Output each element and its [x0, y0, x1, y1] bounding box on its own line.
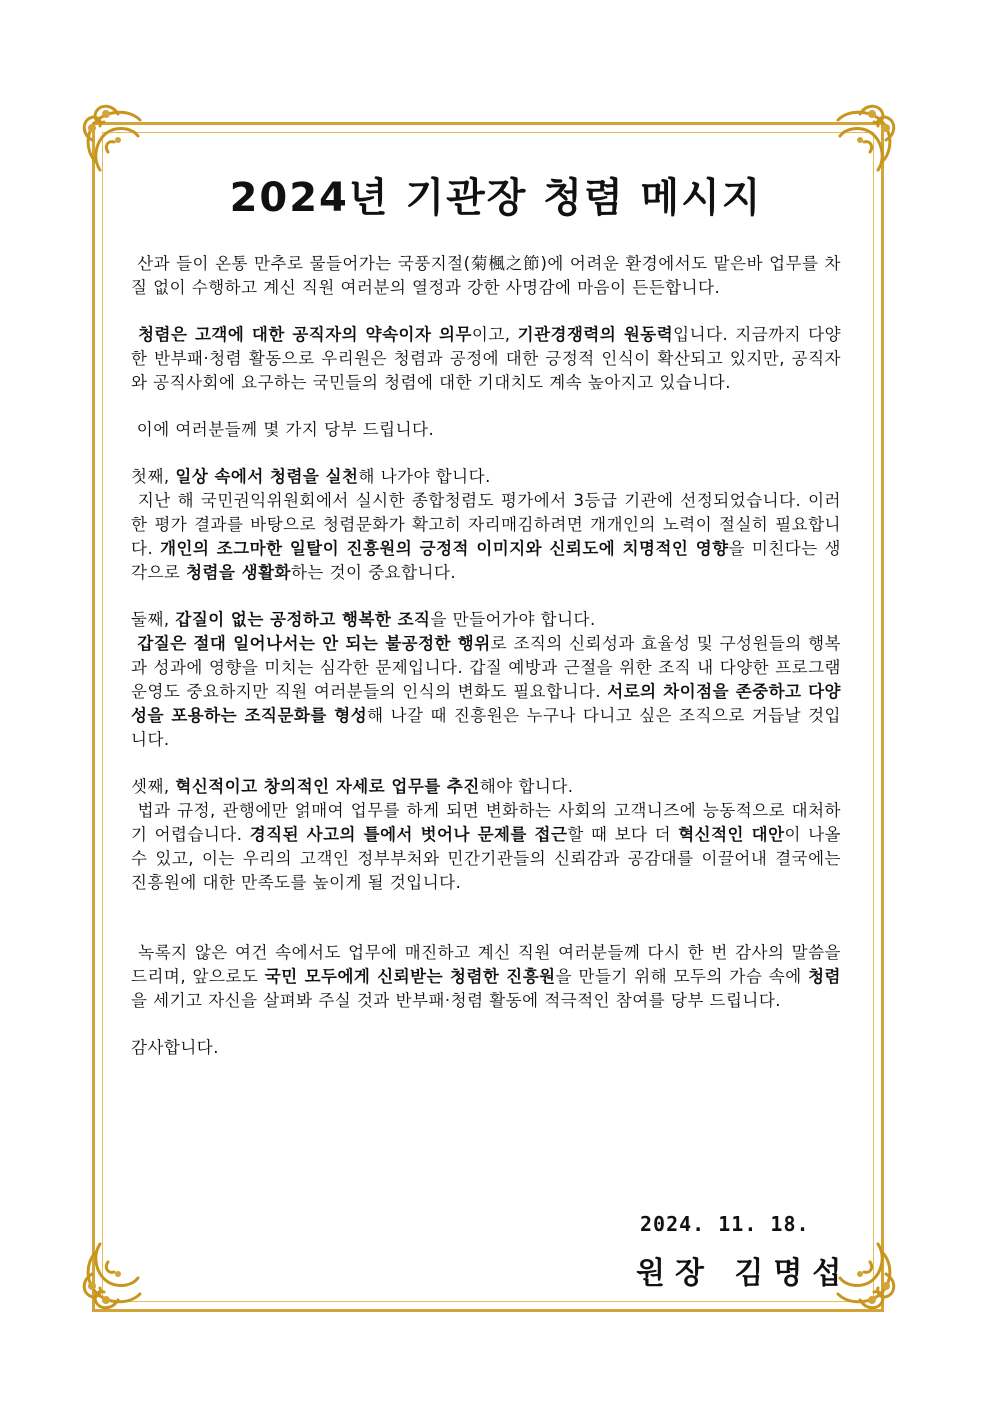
- first-heading: 첫째, 일상 속에서 청렴을 실천해 나가야 합니다.: [131, 467, 491, 486]
- integrity-paragraph: 청렴은 고객에 대한 공직자의 약속이자 의무이고, 기관경쟁력의 원동력입니다. 지금까지 다양한 반부패·청렴 활동으로 우리원은 청렴과 공정에 대한 긍정적 인식이 확산되고 있지만, 공직자와 공직사회에 요구하는 국민들의 청렴에 대한 기대치도 계속 높아지고 있습니다.: [131, 325, 842, 392]
- message-body: [131, 252, 841, 1060]
- third-paragraph: 법과 규정, 관행에만 얽매여 업무를 하게 되면 변화하는 사회의 고객니즈에 능동적으로 대처하기 어렵습니다. 경직된 사고의 틀에서 벗어나 문제를 접근할 때 보다 더 혁신적인 대안이 나올 수 있고, 이는 우리의 고객인 정부부처와 민간기관들의 신뢰감과 공감대를 이끌어내 결국에는 진흥원에 대한 만족도를 높이게 될 것입니다.: [131, 801, 842, 892]
- first-paragraph: 지난 해 국민권익위원회에서 실시한 종합청렴도 평가에서 3등급 기관에 선정되었습니다. 이러한 평가 결과를 바탕으로 청렴문화가 확고히 자리매김하려면 개개인의 노력이 절실히 필요합니다. 개인의 조그마한 일탈이 진흥원의 긍정적 이미지와 신뢰도에 치명적인 영향을 미친다는 생각으로 청렴을 생활화하는 것이 중요합니다.: [131, 491, 841, 582]
- thanks-line: 감사합니다.: [131, 1038, 219, 1057]
- third-heading: 셋째, 혁신적이고 창의적인 자세로 업무를 추진해야 합니다.: [131, 777, 574, 796]
- document-date: 2024. 11. 18.: [640, 1212, 810, 1236]
- closing-paragraph: 녹록지 않은 여건 속에서도 업무에 매진하고 계신 직원 여러분들께 다시 한 번 감사의 말씀을 드리며, 앞으로도 국민 모두에게 신뢰받는 청렴한 진흥원을 만들기 위해 모두의 가슴 속에 청렴을 세기고 자신을 살펴봐 주실 것과 반부패·청렴 활동에 적극적인 참여를 당부 드립니다.: [131, 943, 841, 1010]
- corner-ornament-icon: [78, 1236, 156, 1314]
- intro-paragraph: 산과 들이 온통 만추로 물들어가는 국풍지절(菊楓之節)에 어려운 환경에서도 맡은바 업무를 차질 없이 수행하고 계신 직원 여러분의 열정과 강한 사명감에 마음이 든든합니다.: [131, 254, 841, 297]
- second-paragraph: 갑질은 절대 일어나서는 안 되는 불공정한 행위로 조직의 신뢰성과 효율성 및 구성원들의 행복과 성과에 영향을 미치는 심각한 문제입니다. 갑질 예방과 근절을 위한 조직 내 다양한 프로그램 운영도 중요하지만 직원 여러분들의 인식의 변화도 필요합니다. 서로의 차이점을 존중하고 다양성을 포용하는 조직문화를 형성해 나갈 때 진흥원은 누구나 다니고 싶은 조직으로 거듭날 것입니다.: [131, 634, 842, 749]
- signature: 원장 김명섭: [636, 1256, 852, 1291]
- document-title: 2024년 기관장 청렴 메시지: [229, 175, 763, 221]
- request-intro: 이에 여러분들께 몇 가지 당부 드립니다.: [136, 420, 435, 439]
- second-heading: 둘째, 갑질이 없는 공정하고 행복한 조직을 만들어가야 합니다.: [131, 610, 596, 629]
